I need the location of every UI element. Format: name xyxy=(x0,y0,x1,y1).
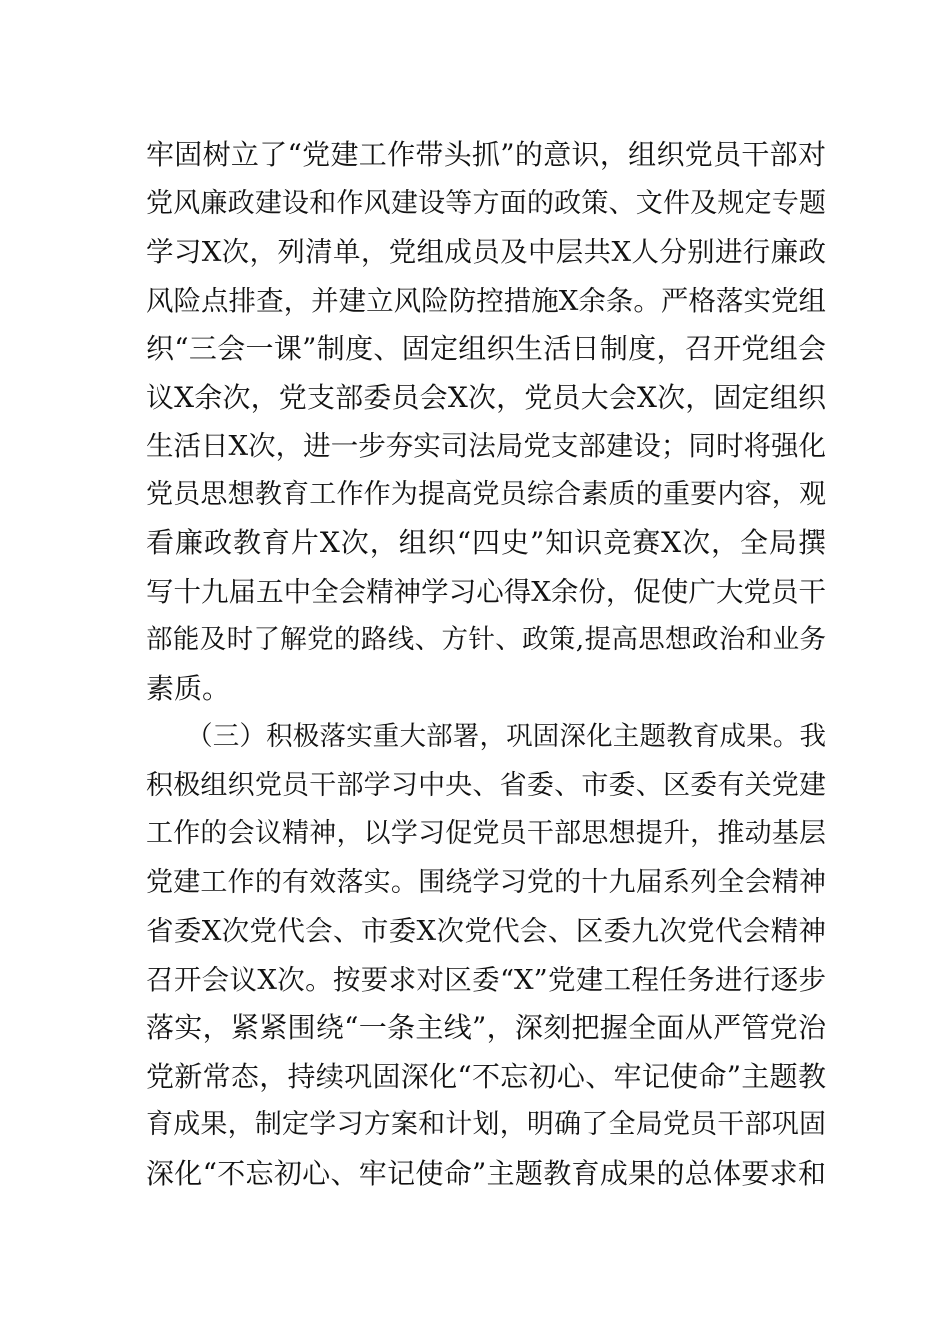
body-text xyxy=(146,131,826,1198)
text-line: 部能及时了解党的路线、方针、政策,提高思想政治和业务 xyxy=(146,624,826,655)
text-line: 风险点排查，并建立风险防控措施X余条。严格落实党组 xyxy=(146,284,826,317)
text-line: 落实，紧紧围绕“一条主线”，深刻把握全面从严管党治 xyxy=(146,1011,826,1044)
text-line: 育成果，制定学习方案和计划，明确了全局党员干部巩固 xyxy=(146,1109,826,1140)
text-line: 省委X次党代会、市委X次党代会、区委九次党代会精神 xyxy=(146,915,826,947)
text-line: 写十九届五中全会精神学习心得X余份，促使广大党员干 xyxy=(146,575,826,608)
text-line: 党新常态，持续巩固深化“不忘初心、牢记使命”主题教 xyxy=(146,1059,826,1093)
text-line: 召开会议X次。按要求对区委“X”党建工程任务进行逐步 xyxy=(146,963,826,996)
text-line: 党建工作的有效落实。围绕学习党的十九届系列全会精神 xyxy=(146,866,826,898)
text-line: 生活日X次，进一步夯实司法局党支部建设；同时将强化 xyxy=(146,430,826,462)
section-heading-line: （三）积极落实重大部署，巩固深化主题教育成果。我 xyxy=(146,721,826,752)
text-line: 学习X次，列清单，党组成员及中层共X人分别进行廉政 xyxy=(146,236,826,268)
text-line: 牢固树立了“党建工作带头抓”的意识，组织党员干部对 xyxy=(146,138,826,171)
text-line: 党员思想教育工作作为提高党员综合素质的重要内容，观 xyxy=(146,478,826,510)
text-line: 积极组织党员干部学习中央、省委、市委、区委有关党建 xyxy=(146,769,826,801)
text-line: 深化“不忘初心、牢记使命”主题教育成果的总体要求和 xyxy=(146,1156,826,1190)
text-line: 党风廉政建设和作风建设等方面的政策、文件及规定专题 xyxy=(146,187,826,219)
text-line: 议X余次，党支部委员会X次，党员大会X次，固定组织 xyxy=(146,380,826,414)
text-line: 看廉政教育片X次，组织“四史”知识竞赛X次，全局撰 xyxy=(146,526,826,559)
text-line: 织“三会一课”制度、固定组织生活日制度，召开党组会 xyxy=(146,332,826,365)
paragraph-end-line: 素质。 xyxy=(146,671,231,705)
text-line: 工作的会议精神，以学习促党员干部思想提升，推动基层 xyxy=(146,818,826,849)
